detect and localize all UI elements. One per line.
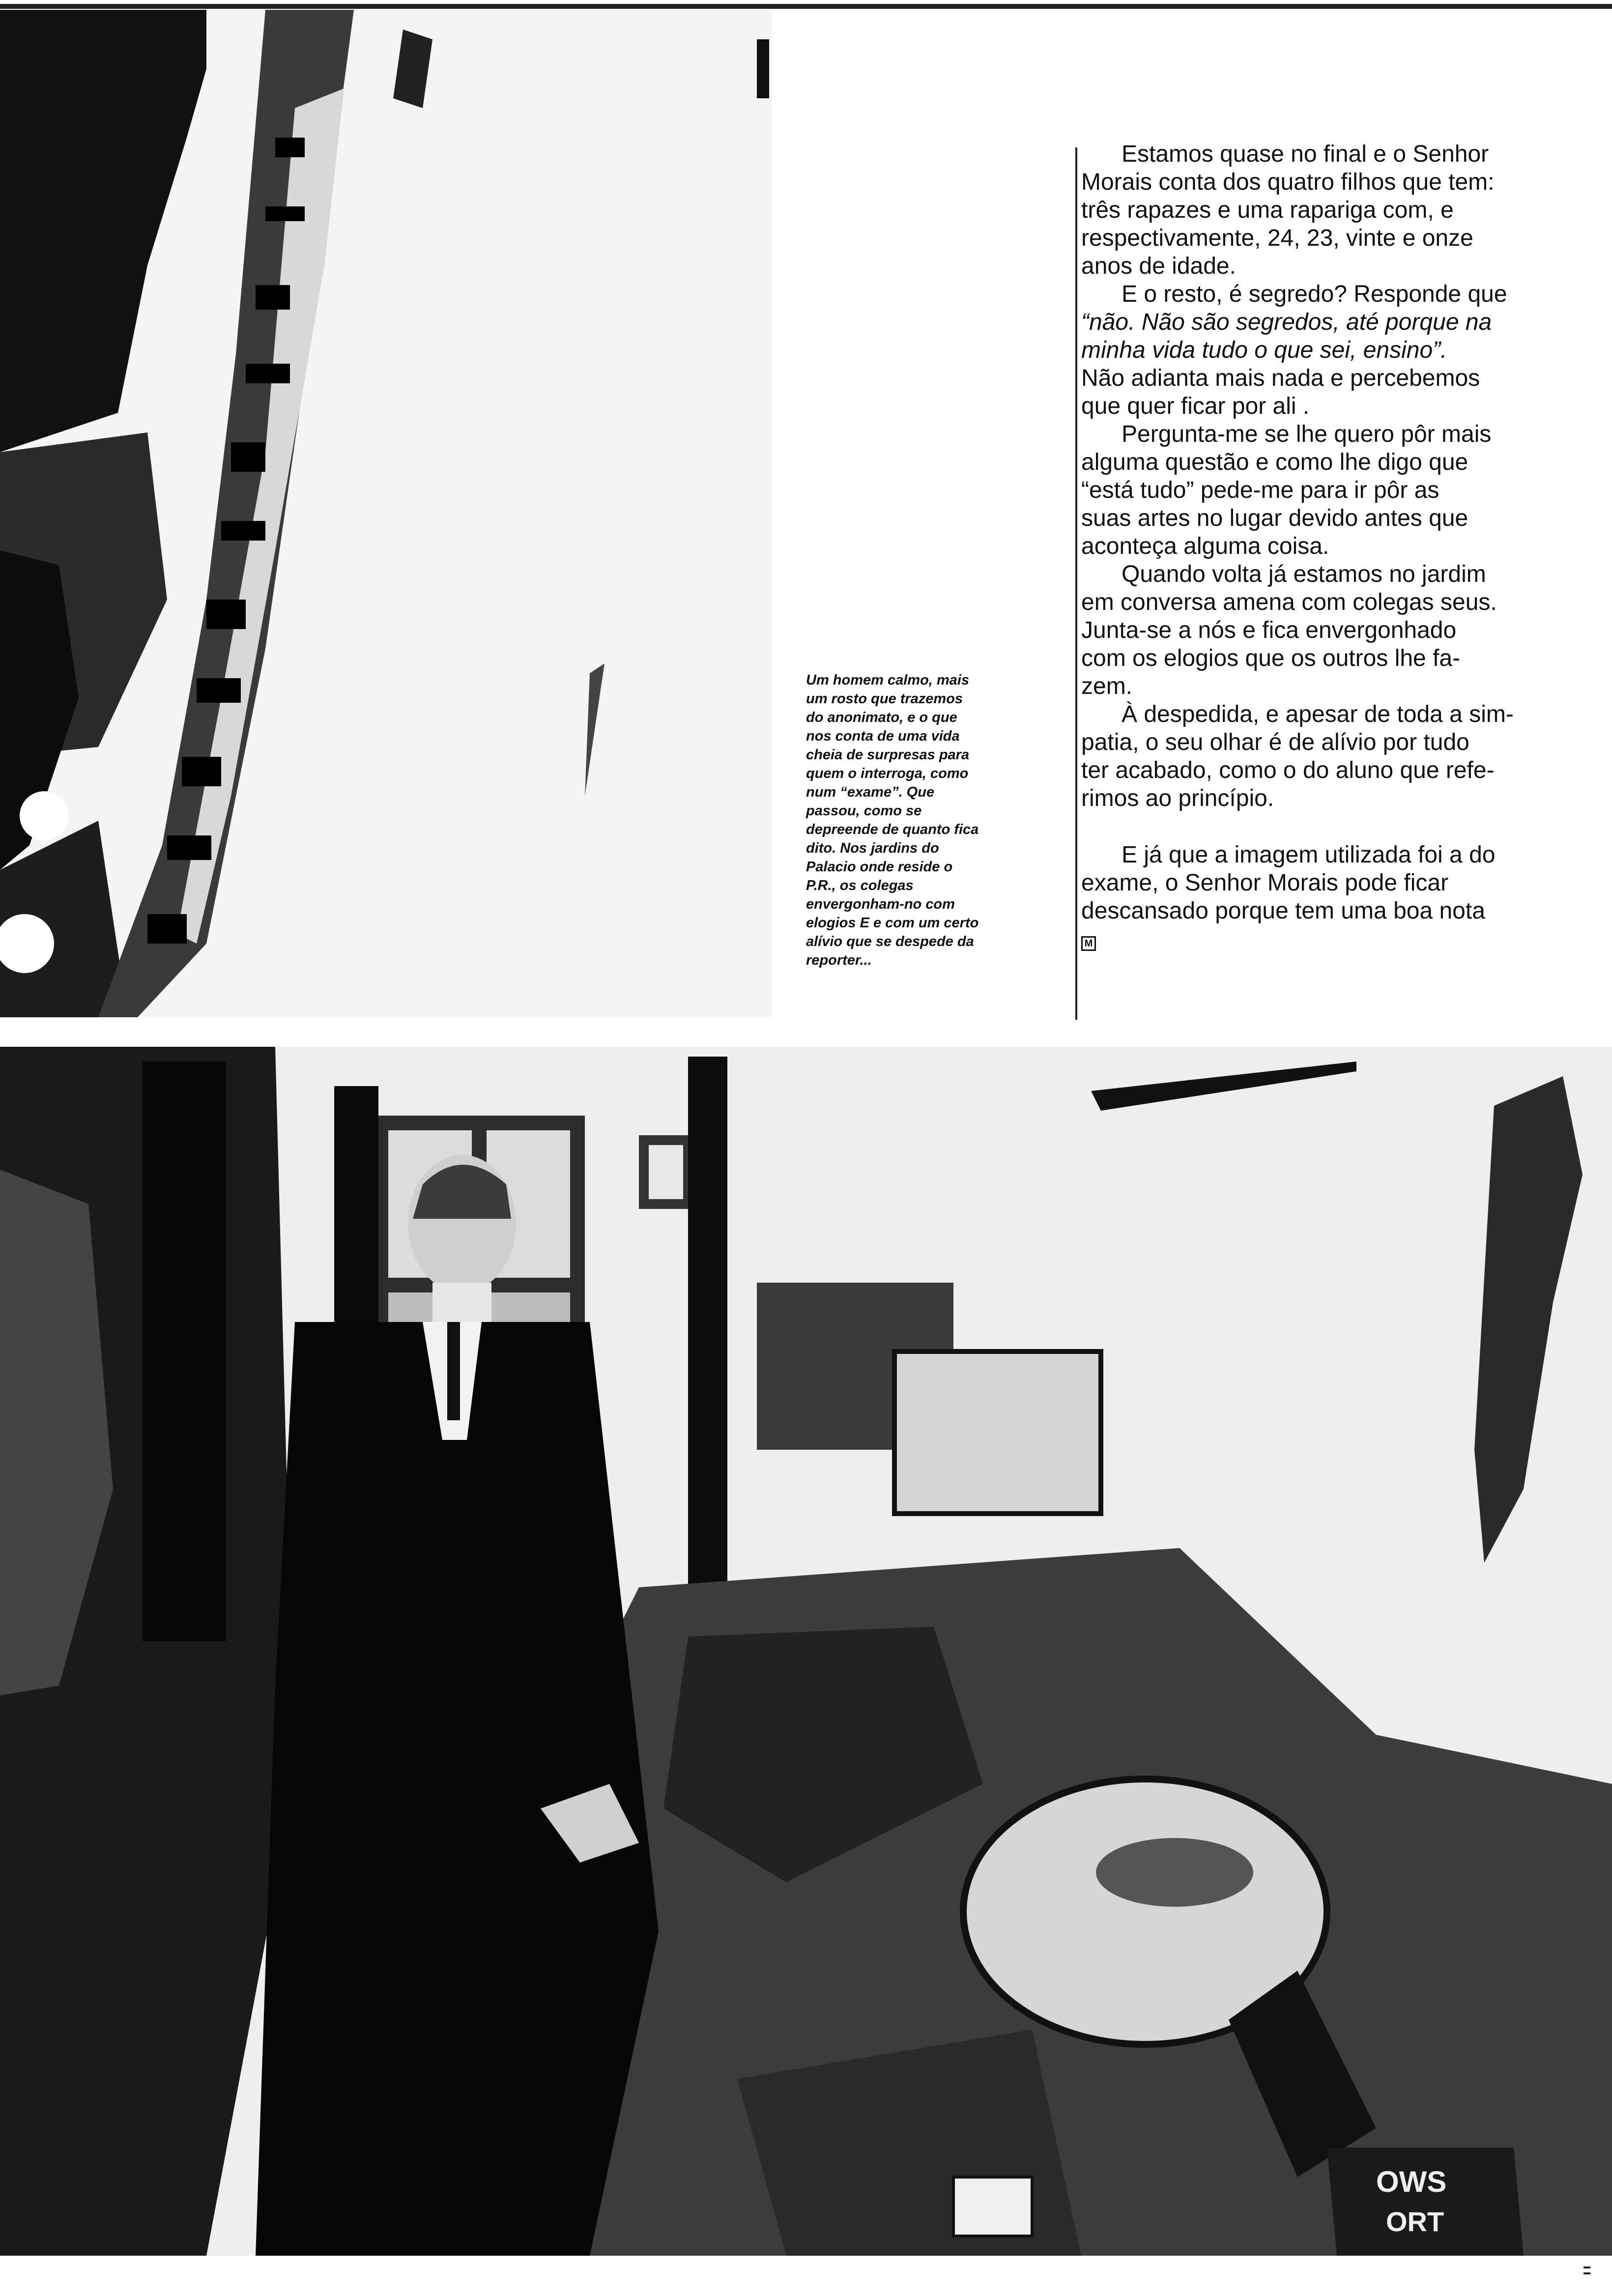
photo-caption: [806, 671, 1047, 970]
article-line: descansado porque tem uma boa nota: [1081, 898, 1485, 924]
caption-line: reporter...: [806, 952, 872, 968]
photo-workshop: [0, 1047, 1612, 2256]
article-line: Pergunta-me se lhe quero pôr mais: [1122, 421, 1492, 447]
caption-line: elogios E e com um certo: [806, 915, 979, 931]
article-line: com os elogios que os outros lhe fa-: [1081, 645, 1461, 671]
article-line: zem.: [1081, 673, 1133, 699]
photo-stone-carving-drawing: [0, 10, 772, 1017]
article-line: patia, o seu olhar é de alívio por tudo: [1081, 729, 1469, 755]
article-line: exame, o Senhor Morais pode ficar: [1081, 870, 1449, 896]
article-line: Morais conta dos quatro filhos que tem:: [1081, 169, 1495, 195]
photo-workshop-drawing: [0, 1047, 1612, 2256]
caption-line: depreende de quanto fica: [806, 822, 979, 837]
caption-line: um rosto que trazemos: [806, 691, 963, 707]
article-line: ter acabado, como o do aluno que refe-: [1081, 757, 1495, 783]
sign-text-2: ORT: [1386, 2206, 1444, 2237]
caption-line: cheia de surpresas para: [806, 747, 970, 763]
article-line: Junta-se a nós e fica envergonhado: [1081, 617, 1457, 643]
article-line: três rapazes e uma rapariga com, e: [1081, 197, 1454, 223]
article-line: suas artes no lugar devido antes que: [1081, 505, 1468, 531]
caption-line: dito. Nos jardins do: [806, 840, 939, 856]
caption-line: num “exame”. Que: [806, 784, 935, 800]
caption-line: envergonham-no com: [806, 896, 955, 912]
article-line: “não. Não são segredos, até porque na: [1081, 309, 1492, 335]
article-line: “está tudo” pede-me para ir pôr as: [1081, 477, 1439, 503]
caption-line: P.R., os colegas: [806, 878, 914, 893]
caption-line: Palacio onde reside o: [806, 859, 953, 875]
article-line: Estamos quase no final e o Senhor: [1122, 141, 1489, 167]
top-rule: [0, 4, 1612, 9]
article-line: minha vida tudo o que sei, ensino”.: [1081, 337, 1447, 363]
caption-line: passou, como se: [806, 803, 922, 819]
caption-line: quem o interroga, como: [806, 766, 969, 781]
caption-line: nos conta de uma vida: [806, 728, 960, 744]
article-line: que quer ficar por ali .: [1081, 393, 1310, 419]
article-line: Não adianta mais nada e percebemos: [1081, 365, 1480, 391]
page-marker: [1583, 2267, 1590, 2286]
article-line: rimos ao princípio.: [1081, 785, 1274, 811]
caption-line: do anonimato, e o que: [806, 710, 957, 725]
end-mark-icon: M: [1081, 936, 1096, 951]
article-line: alguma questão e como lhe digo que: [1081, 449, 1468, 475]
article-text: [1081, 140, 1612, 953]
caption-line: Um homem calmo, mais: [806, 672, 969, 688]
article-line: anos de idade.: [1081, 253, 1236, 279]
photo-stone-carving: [0, 10, 772, 1017]
article-line: E já que a imagem utilizada foi a do: [1122, 842, 1496, 868]
article-line: em conversa amena com colegas seus.: [1081, 589, 1497, 615]
article-line: E o resto, é segredo? Responde que: [1122, 281, 1507, 307]
paragraph-gap: [1081, 812, 1612, 841]
sign-text-1: OWS: [1376, 2165, 1447, 2198]
article-line: respectivamente, 24, 23, vinte e onze: [1081, 225, 1473, 251]
caption-line: alívio que se despede da: [806, 934, 974, 949]
column-rule: [1075, 147, 1077, 1020]
article-line: Quando volta já estamos no jardim: [1122, 561, 1486, 587]
article-line: À despedida, e apesar de toda a sim-: [1122, 701, 1514, 727]
article-line: aconteça alguma coisa.: [1081, 533, 1329, 559]
